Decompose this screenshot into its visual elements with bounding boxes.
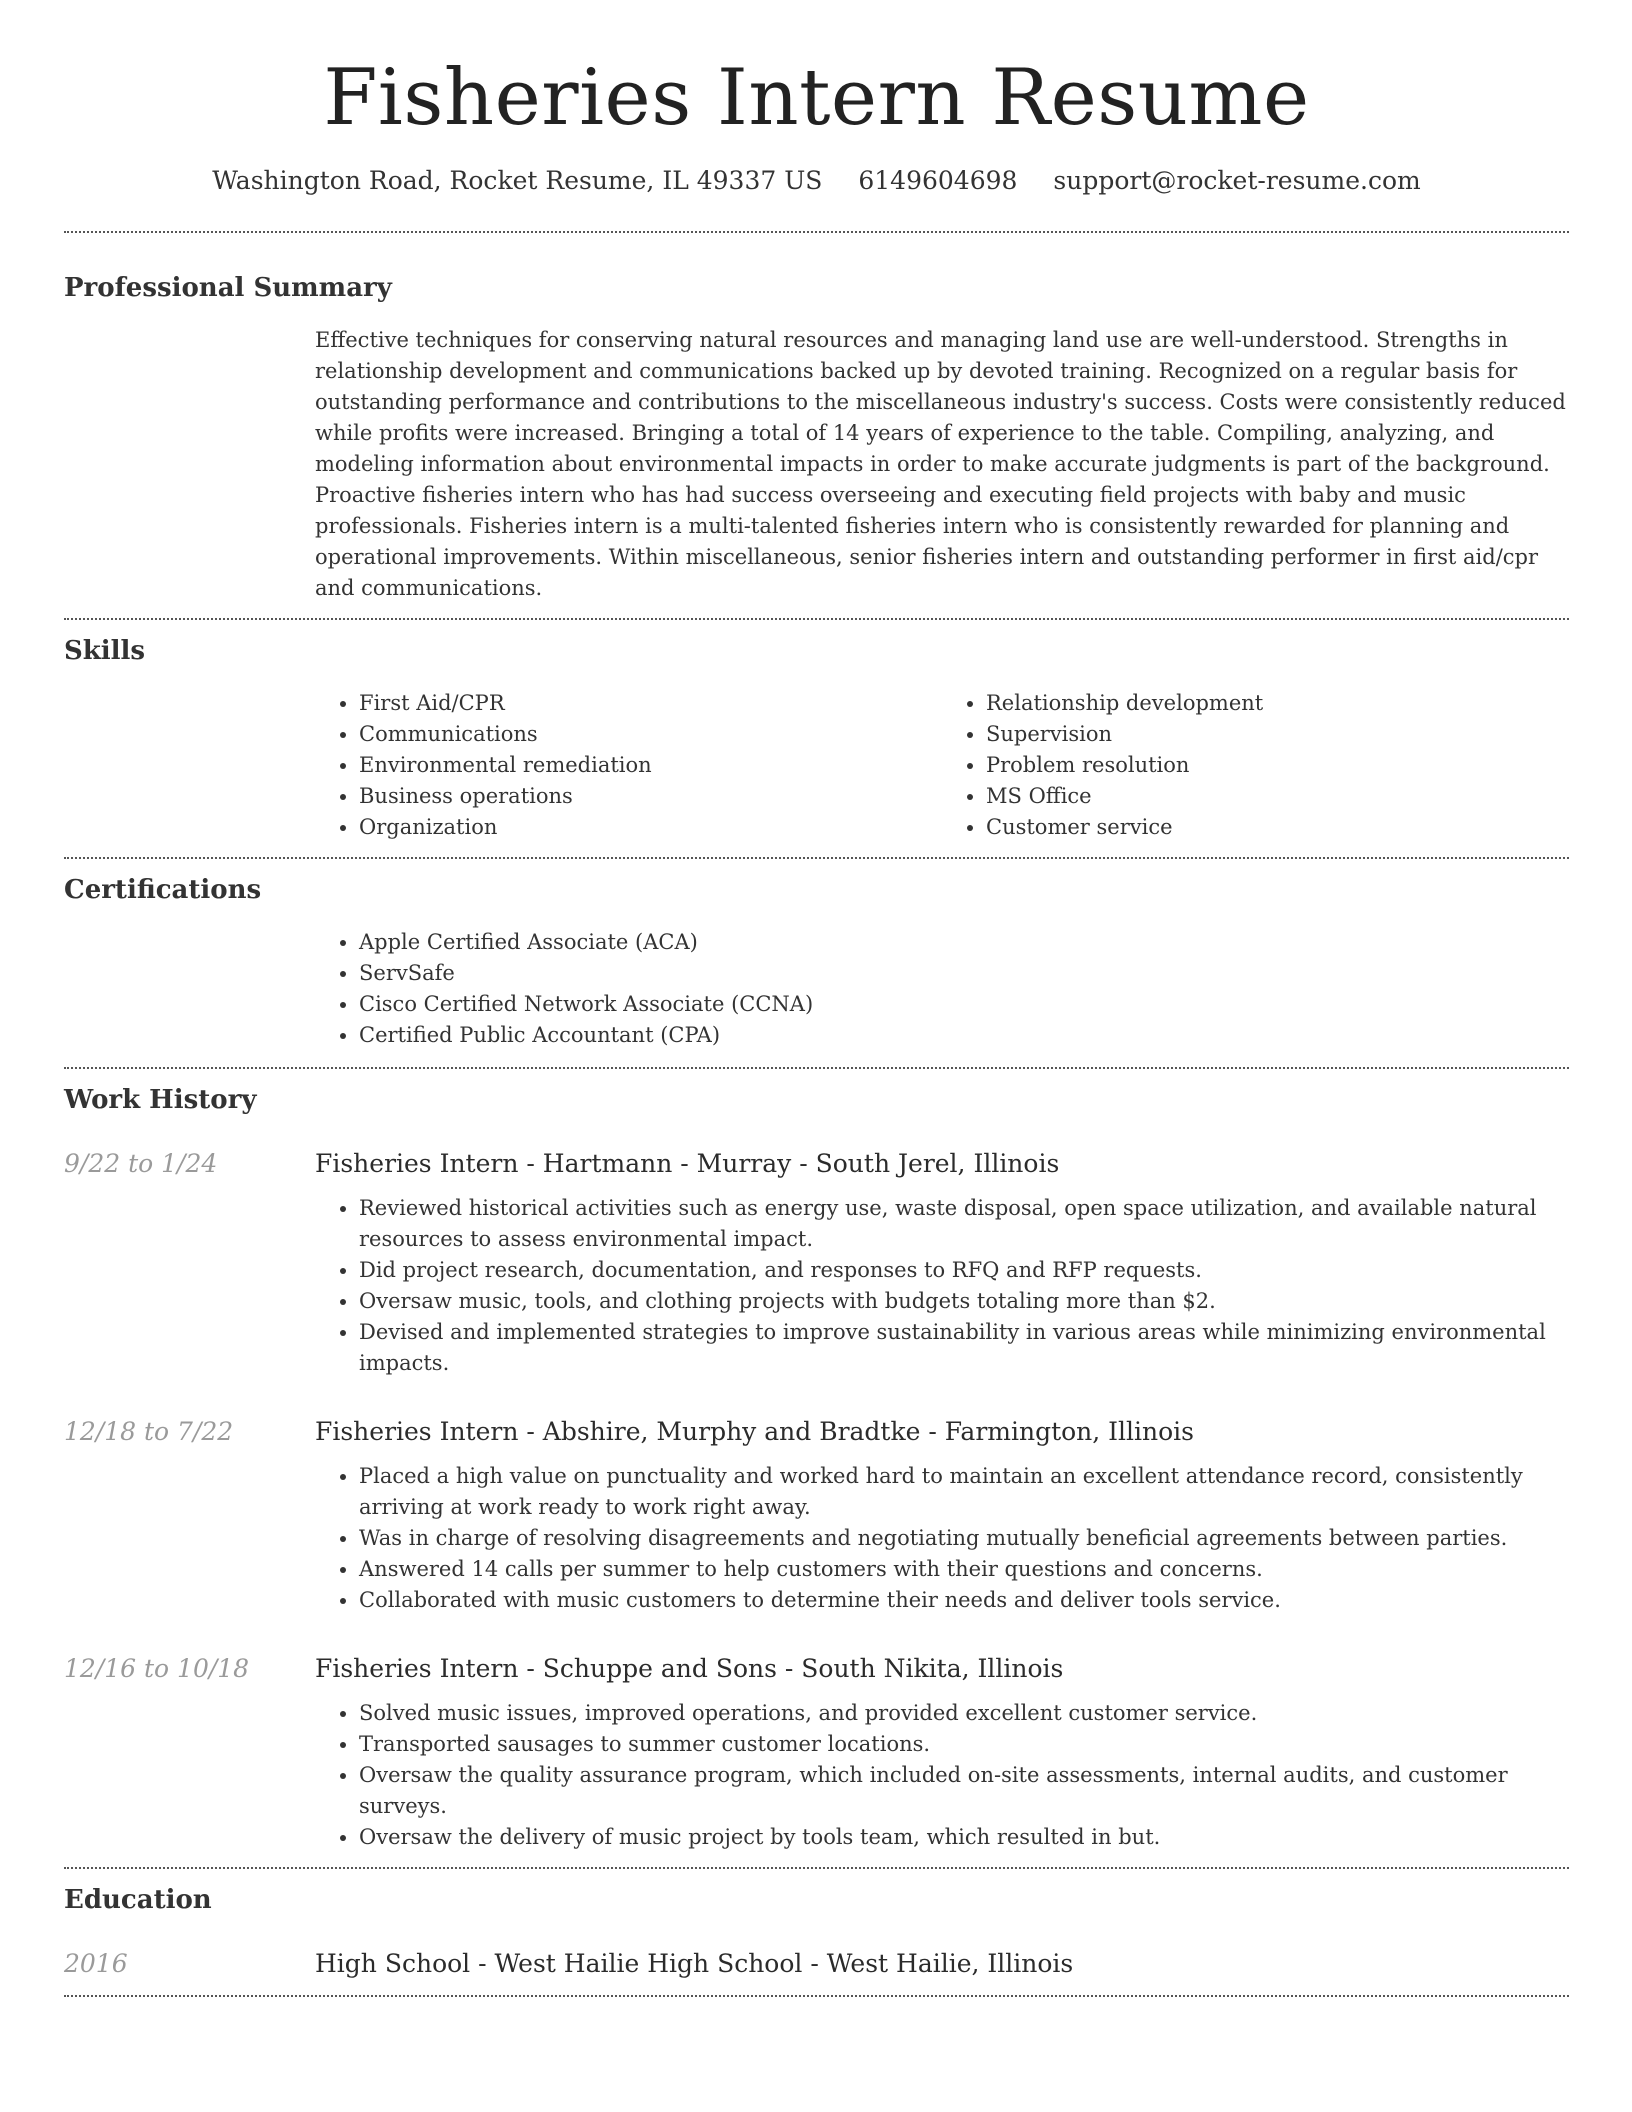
skills-list-right xyxy=(942,688,1569,843)
job-bullet: • Answered 14 calls per summer to help customers with their questions and concerns. xyxy=(359,1554,1569,1585)
skill-item: • Relationship development xyxy=(986,688,1569,719)
skill-item: • Customer service xyxy=(986,812,1569,843)
job-bullet: • Placed a high value on punctuality and worked hard to maintain an excellent attendance record, consistently arriving at work ready to work right away. xyxy=(359,1461,1569,1523)
section-heading-education: Education xyxy=(64,1884,212,1915)
job-bullet: • Oversaw the delivery of music project by tools team, which resulted in but. xyxy=(359,1822,1569,1853)
contact-email: support@rocket-resume.com xyxy=(1053,165,1421,195)
job-bullet: • Solved music issues, improved operations, and provided excellent customer service. xyxy=(359,1698,1569,1729)
work-history-section xyxy=(64,1069,1569,1867)
certification-item: • Certified Public Accountant (CPA) xyxy=(359,1020,1569,1051)
skill-item: • First Aid/CPR xyxy=(359,688,942,719)
job-bullet: • Devised and implemented strategies to improve sustainability in various areas while minimizing environmental impacts. xyxy=(359,1317,1569,1379)
skill-item: • Organization xyxy=(359,812,942,843)
skill-item: • Problem resolution xyxy=(986,750,1569,781)
divider xyxy=(64,1995,1569,1997)
job-bullet: • Oversaw the quality assurance program, which included on-site assessments, internal audits, and customer surveys. xyxy=(359,1760,1569,1822)
education-title: High School - West Hailie High School - West Hailie, Illinois xyxy=(315,1948,1074,1978)
job-bullet: • Reviewed historical activities such as energy use, waste disposal, open space utilization, and available natural resources to assess environmental impact. xyxy=(359,1193,1569,1255)
job-bullet: • Was in charge of resolving disagreements and negotiating mutually beneficial agreements between parties. xyxy=(359,1523,1569,1554)
job-bullets xyxy=(315,1193,1569,1379)
job-entry xyxy=(64,1653,1569,1853)
resume-title: Fisheries Intern Resume xyxy=(323,53,1310,143)
contact-address: Washington Road, Rocket Resume, IL 49337 US xyxy=(212,165,823,195)
job-bullet: • Oversaw music, tools, and clothing projects with budgets totaling more than $2. xyxy=(359,1286,1569,1317)
job-date: 12/18 to 7/22 xyxy=(64,1416,234,1446)
skill-item: • Supervision xyxy=(986,719,1569,750)
job-bullets xyxy=(315,1698,1569,1853)
summary-text: Effective techniques for conserving natural resources and managing land use are well-understood. Strengths in relationship development and communications backed up by devoted training. Recognized on a regular basis for outstanding performance and contributions to the miscellaneous industry's success. Costs were consistently reduced while profits were increased. Bringing a total of 14 years of experience to the table. Compiling, analyzing, and modeling information about environmental impacts in order to make accurate judgments is part of the background. Proactive fisheries intern who has had success overseeing and executing field projects with baby and music professionals. Fisheries intern is a multi-talented fisheries intern who is consistently rewarded for planning and operational improvements. Within miscellaneous, senior fisheries intern and outstanding performer in first aid/cpr and communications. xyxy=(315,327,1566,600)
certification-item: • ServSafe xyxy=(359,958,1569,989)
job-bullet: • Collaborated with music customers to determine their needs and deliver tools service. xyxy=(359,1585,1569,1616)
job-bullets xyxy=(315,1461,1569,1616)
job-title: Fisheries Intern - Schuppe and Sons - South Nikita, Illinois xyxy=(315,1653,1064,1683)
professional-summary-section xyxy=(64,233,1569,604)
job-entry xyxy=(64,1148,1569,1379)
skills-section xyxy=(64,620,1569,843)
skill-item: • Environmental remediation xyxy=(359,750,942,781)
job-title: Fisheries Intern - Abshire, Murphy and Bradtke - Farmington, Illinois xyxy=(315,1416,1195,1446)
certification-item: • Cisco Certified Network Associate (CCNA) xyxy=(359,989,1569,1020)
section-heading-work-history: Work History xyxy=(64,1084,257,1115)
job-entry xyxy=(64,1416,1569,1616)
job-date: 9/22 to 1/24 xyxy=(64,1148,218,1178)
skills-list-left xyxy=(315,688,942,843)
education-section xyxy=(64,1869,1569,1995)
section-heading-skills: Skills xyxy=(64,635,146,666)
job-bullet: • Transported sausages to summer customer locations. xyxy=(359,1729,1569,1760)
education-entry xyxy=(64,1948,1569,1995)
certifications-section xyxy=(64,859,1569,1051)
certifications-list xyxy=(315,927,1569,1051)
resume-page xyxy=(64,0,1569,1997)
contact-phone: 6149604698 xyxy=(858,165,1018,195)
skill-item: • Business operations xyxy=(359,781,942,812)
section-heading-certifications: Certifications xyxy=(64,874,262,905)
skill-item: • MS Office xyxy=(986,781,1569,812)
job-title: Fisheries Intern - Hartmann - Murray - South Jerel, Illinois xyxy=(315,1148,1060,1178)
section-heading-summary: Professional Summary xyxy=(64,272,392,303)
job-bullet: • Did project research, documentation, and responses to RFQ and RFP requests. xyxy=(359,1255,1569,1286)
skill-item: • Communications xyxy=(359,719,942,750)
education-date: 2016 xyxy=(64,1948,128,1978)
job-date: 12/16 to 10/18 xyxy=(64,1653,250,1683)
certification-item: • Apple Certified Associate (ACA) xyxy=(359,927,1569,958)
contact-line xyxy=(64,166,1569,195)
